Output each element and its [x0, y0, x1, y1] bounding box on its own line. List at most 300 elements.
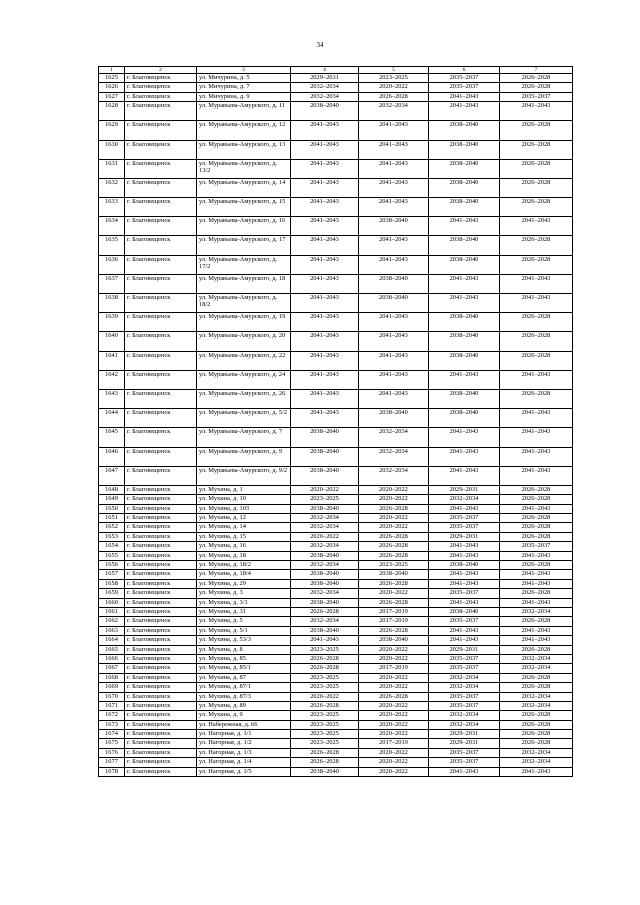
city-cell: г. Благовещенск	[125, 598, 197, 607]
column-header: 1	[99, 67, 125, 74]
period-cell-7: 2026–2028	[500, 121, 573, 140]
period-cell-6: 2041–2043	[429, 542, 500, 551]
period-cell-4: 2038–2040	[291, 447, 359, 466]
period-cell-7: 2026–2028	[500, 617, 573, 626]
row-number: 1668	[99, 673, 125, 682]
address-cell: ул. Муравьева-Амурского, д. 18/2	[197, 294, 291, 313]
city-cell: г. Благовещенск	[125, 711, 197, 720]
city-cell: г. Благовещенск	[125, 159, 197, 178]
period-cell-5: 2020–2022	[359, 485, 429, 494]
period-cell-7: 2026–2028	[500, 523, 573, 532]
table-row	[99, 447, 573, 466]
period-cell-6: 2041–2043	[429, 636, 500, 645]
table-row	[99, 140, 573, 159]
period-cell-5: 2038–2040	[359, 274, 429, 293]
period-cell-7: 2041–2043	[500, 767, 573, 776]
row-number: 1637	[99, 274, 125, 293]
period-cell-5: 2041–2043	[359, 313, 429, 332]
period-cell-6: 2041–2043	[429, 579, 500, 588]
row-number: 1646	[99, 447, 125, 466]
row-number: 1661	[99, 608, 125, 617]
period-cell-7: 2032–2034	[500, 692, 573, 701]
row-number: 1625	[99, 74, 125, 83]
row-number: 1674	[99, 730, 125, 739]
period-cell-7: 2035–2037	[500, 92, 573, 101]
city-cell: г. Благовещенск	[125, 198, 197, 217]
period-cell-5: 2026–2028	[359, 542, 429, 551]
period-cell-6: 2035–2037	[429, 748, 500, 757]
row-number: 1675	[99, 739, 125, 748]
period-cell-4: 2041–2043	[291, 294, 359, 313]
address-cell: ул. Мухина, д. 53/3	[197, 636, 291, 645]
period-cell-4: 2038–2040	[291, 626, 359, 635]
period-cell-4: 2041–2043	[291, 217, 359, 236]
period-cell-4: 2026–2028	[291, 664, 359, 673]
table-row	[99, 589, 573, 598]
row-number: 1660	[99, 598, 125, 607]
period-cell-4: 2041–2043	[291, 389, 359, 408]
row-number: 1638	[99, 294, 125, 313]
city-cell: г. Благовещенск	[125, 626, 197, 635]
row-number: 1630	[99, 140, 125, 159]
period-cell-5: 2041–2043	[359, 198, 429, 217]
period-cell-7: 2026–2028	[500, 739, 573, 748]
table-row	[99, 92, 573, 101]
table-row	[99, 542, 573, 551]
table-row	[99, 389, 573, 408]
period-cell-4: 2038–2040	[291, 102, 359, 121]
period-cell-5: 2020–2022	[359, 748, 429, 757]
city-cell: г. Благовещенск	[125, 236, 197, 255]
period-cell-4: 2032–2034	[291, 561, 359, 570]
row-number: 1628	[99, 102, 125, 121]
address-cell: ул. Мухина, д. 85	[197, 654, 291, 663]
address-cell: ул. Мичурина, д. 9	[197, 92, 291, 101]
table-row	[99, 370, 573, 389]
period-cell-7: 2026–2028	[500, 683, 573, 692]
table-row	[99, 274, 573, 293]
address-cell: ул. Муравьева-Амурского, д. 16	[197, 217, 291, 236]
city-cell: г. Благовещенск	[125, 767, 197, 776]
period-cell-6: 2038–2040	[429, 236, 500, 255]
table-row	[99, 504, 573, 513]
period-cell-7: 2032–2034	[500, 701, 573, 710]
period-cell-4: 2032–2034	[291, 83, 359, 92]
period-cell-4: 2023–2025	[291, 720, 359, 729]
row-number: 1639	[99, 313, 125, 332]
address-cell: ул. Мухина, д. 5	[197, 617, 291, 626]
table-row	[99, 636, 573, 645]
period-cell-7: 2026–2028	[500, 236, 573, 255]
address-cell: ул. Мухина, д. 15	[197, 532, 291, 541]
period-cell-6: 2038–2040	[429, 255, 500, 274]
table-row	[99, 428, 573, 447]
period-cell-6: 2041–2043	[429, 504, 500, 513]
city-cell: г. Благовещенск	[125, 551, 197, 560]
table-row	[99, 579, 573, 588]
period-cell-5: 2023–2025	[359, 74, 429, 83]
period-cell-5: 2038–2040	[359, 409, 429, 428]
table-row	[99, 711, 573, 720]
period-cell-6: 2035–2037	[429, 692, 500, 701]
column-header: 3	[197, 67, 291, 74]
period-cell-4: 2020–2022	[291, 485, 359, 494]
period-cell-7: 2041–2043	[500, 447, 573, 466]
period-cell-7: 2026–2028	[500, 198, 573, 217]
row-number: 1666	[99, 654, 125, 663]
period-cell-5: 2026–2028	[359, 504, 429, 513]
row-number: 1634	[99, 217, 125, 236]
address-cell: ул. Муравьева-Амурского, д. 17/2	[197, 255, 291, 274]
table-row	[99, 523, 573, 532]
period-cell-6: 2032–2034	[429, 711, 500, 720]
period-cell-6: 2035–2037	[429, 514, 500, 523]
row-number: 1671	[99, 701, 125, 710]
table-row	[99, 332, 573, 351]
period-cell-4: 2038–2040	[291, 598, 359, 607]
city-cell: г. Благовещенск	[125, 140, 197, 159]
period-cell-7: 2041–2043	[500, 466, 573, 485]
table-row	[99, 255, 573, 274]
period-cell-7: 2041–2043	[500, 598, 573, 607]
city-cell: г. Благовещенск	[125, 720, 197, 729]
period-cell-7: 2026–2028	[500, 673, 573, 682]
period-cell-4: 2023–2025	[291, 711, 359, 720]
table-row	[99, 617, 573, 626]
period-cell-7: 2026–2028	[500, 711, 573, 720]
period-cell-6: 2038–2040	[429, 351, 500, 370]
column-header: 6	[429, 67, 500, 74]
table-row	[99, 561, 573, 570]
address-cell: ул. Мухина, д. 3/1	[197, 598, 291, 607]
period-cell-5: 2041–2043	[359, 236, 429, 255]
period-cell-6: 2038–2040	[429, 409, 500, 428]
period-cell-4: 2041–2043	[291, 236, 359, 255]
period-cell-4: 2041–2043	[291, 351, 359, 370]
table-row	[99, 748, 573, 757]
period-cell-6: 2041–2043	[429, 447, 500, 466]
row-number: 1673	[99, 720, 125, 729]
row-number: 1665	[99, 645, 125, 654]
period-cell-5: 2026–2028	[359, 551, 429, 560]
address-cell: ул. Нагорная, д. 1/2	[197, 739, 291, 748]
address-cell: ул. Муравьева-Амурского, д. 9/2	[197, 466, 291, 485]
period-cell-5: 2032–2034	[359, 428, 429, 447]
period-cell-7: 2026–2028	[500, 74, 573, 83]
address-cell: ул. Муравьева-Амурского, д. 13/2	[197, 159, 291, 178]
period-cell-7: 2026–2028	[500, 332, 573, 351]
row-number: 1672	[99, 711, 125, 720]
address-cell: ул. Мухина, д. 10	[197, 495, 291, 504]
period-cell-6: 2041–2043	[429, 626, 500, 635]
table-row	[99, 198, 573, 217]
city-cell: г. Благовещенск	[125, 654, 197, 663]
period-cell-4: 2029–2031	[291, 74, 359, 83]
table-row	[99, 570, 573, 579]
row-number: 1645	[99, 428, 125, 447]
period-cell-6: 2029–2031	[429, 730, 500, 739]
table-row	[99, 74, 573, 83]
period-cell-7: 2041–2043	[500, 428, 573, 447]
period-cell-5: 2017–2019	[359, 739, 429, 748]
city-cell: г. Благовещенск	[125, 504, 197, 513]
period-cell-7: 2026–2028	[500, 495, 573, 504]
period-cell-6: 2038–2040	[429, 332, 500, 351]
table-row	[99, 294, 573, 313]
period-cell-7: 2026–2028	[500, 389, 573, 408]
period-cell-5: 2020–2022	[359, 730, 429, 739]
address-cell: ул. Мухина, д. 87/1	[197, 683, 291, 692]
period-cell-5: 2020–2022	[359, 495, 429, 504]
address-cell: ул. Нагорная, д. 1/4	[197, 758, 291, 767]
period-cell-6: 2035–2037	[429, 701, 500, 710]
address-cell: ул. Мухина, д. 16	[197, 542, 291, 551]
period-cell-5: 2017–2019	[359, 608, 429, 617]
period-cell-6: 2035–2037	[429, 83, 500, 92]
period-cell-7: 2032–2034	[500, 748, 573, 757]
period-cell-5: 2041–2043	[359, 159, 429, 178]
city-cell: г. Благовещенск	[125, 74, 197, 83]
period-cell-5: 2032–2034	[359, 466, 429, 485]
city-cell: г. Благовещенск	[125, 589, 197, 598]
table-row	[99, 236, 573, 255]
address-cell: ул. Мухина, д. 9	[197, 711, 291, 720]
city-cell: г. Благовещенск	[125, 83, 197, 92]
period-cell-6: 2038–2040	[429, 198, 500, 217]
period-cell-6: 2035–2037	[429, 523, 500, 532]
address-cell: ул. Мухина, д. 18	[197, 551, 291, 560]
address-cell: ул. Мухина, д. 31	[197, 608, 291, 617]
row-number: 1640	[99, 332, 125, 351]
period-cell-7: 2041–2043	[500, 504, 573, 513]
period-cell-5: 2020–2022	[359, 673, 429, 682]
address-cell: ул. Мухина, д. 29	[197, 579, 291, 588]
period-cell-6: 2041–2043	[429, 274, 500, 293]
table-row	[99, 683, 573, 692]
period-cell-5: 2032–2034	[359, 102, 429, 121]
period-cell-5: 2020–2022	[359, 711, 429, 720]
address-cell: ул. Мухина, д. 14	[197, 523, 291, 532]
city-cell: г. Благовещенск	[125, 617, 197, 626]
period-cell-7: 2041–2043	[500, 551, 573, 560]
row-number: 1626	[99, 83, 125, 92]
period-cell-6: 2035–2037	[429, 589, 500, 598]
period-cell-7: 2026–2028	[500, 159, 573, 178]
period-cell-5: 2020–2022	[359, 589, 429, 598]
period-cell-7: 2041–2043	[500, 570, 573, 579]
address-cell: ул. Мухина, д. 103	[197, 504, 291, 513]
period-cell-6: 2035–2037	[429, 617, 500, 626]
row-number: 1644	[99, 409, 125, 428]
address-cell: ул. Муравьева-Амурского, д. 12	[197, 121, 291, 140]
period-cell-6: 2032–2034	[429, 720, 500, 729]
period-cell-5: 2017–2019	[359, 664, 429, 673]
period-cell-4: 2032–2034	[291, 589, 359, 598]
period-cell-6: 2041–2043	[429, 294, 500, 313]
period-cell-6: 2038–2040	[429, 159, 500, 178]
period-cell-5: 2023–2025	[359, 561, 429, 570]
period-cell-5: 2026–2028	[359, 626, 429, 635]
address-cell: ул. Мухина, д. 89	[197, 701, 291, 710]
table-row	[99, 466, 573, 485]
period-cell-6: 2038–2040	[429, 121, 500, 140]
column-header: 7	[500, 67, 573, 74]
row-number: 1643	[99, 389, 125, 408]
period-cell-4: 2038–2040	[291, 504, 359, 513]
address-cell: ул. Мухина, д. 18/2	[197, 561, 291, 570]
period-cell-6: 2041–2043	[429, 551, 500, 560]
period-cell-4: 2023–2025	[291, 730, 359, 739]
period-cell-4: 2041–2043	[291, 409, 359, 428]
city-cell: г. Благовещенск	[125, 701, 197, 710]
period-cell-7: 2026–2028	[500, 589, 573, 598]
column-header: 5	[359, 67, 429, 74]
period-cell-6: 2038–2040	[429, 608, 500, 617]
city-cell: г. Благовещенск	[125, 178, 197, 197]
address-cell: ул. Муравьева-Амурского, д. 19	[197, 313, 291, 332]
period-cell-7: 2026–2028	[500, 645, 573, 654]
row-number: 1654	[99, 542, 125, 551]
city-cell: г. Благовещенск	[125, 495, 197, 504]
table-row	[99, 730, 573, 739]
row-number: 1677	[99, 758, 125, 767]
period-cell-7: 2032–2034	[500, 664, 573, 673]
address-cell: ул. Мухина, д. 8	[197, 645, 291, 654]
city-cell: г. Благовещенск	[125, 121, 197, 140]
period-cell-6: 2038–2040	[429, 178, 500, 197]
table-row	[99, 178, 573, 197]
address-cell: ул. Муравьева-Амурского, д. 14	[197, 178, 291, 197]
period-cell-6: 2041–2043	[429, 428, 500, 447]
address-cell: ул. Мухина, д. 85/1	[197, 664, 291, 673]
period-cell-4: 2041–2043	[291, 178, 359, 197]
period-cell-5: 2041–2043	[359, 255, 429, 274]
period-cell-6: 2041–2043	[429, 370, 500, 389]
period-cell-5: 2041–2043	[359, 389, 429, 408]
address-cell: ул. Мухина, д. 87/3	[197, 692, 291, 701]
period-cell-6: 2029–2031	[429, 645, 500, 654]
table-row	[99, 551, 573, 560]
period-cell-4: 2041–2043	[291, 274, 359, 293]
table-row	[99, 767, 573, 776]
period-cell-7: 2041–2043	[500, 274, 573, 293]
table-body	[99, 74, 573, 777]
address-cell: ул. Мухина, д. 1	[197, 485, 291, 494]
period-cell-7: 2032–2034	[500, 758, 573, 767]
table-row	[99, 626, 573, 635]
period-cell-7: 2026–2028	[500, 561, 573, 570]
period-cell-7: 2032–2034	[500, 654, 573, 663]
address-cell: ул. Муравьева-Амурского, д. 15	[197, 198, 291, 217]
row-number: 1662	[99, 617, 125, 626]
table-row	[99, 673, 573, 682]
period-cell-7: 2041–2043	[500, 370, 573, 389]
city-cell: г. Благовещенск	[125, 542, 197, 551]
address-cell: ул. Муравьева-Амурского, д. 18	[197, 274, 291, 293]
page-number: 34	[316, 41, 324, 49]
period-cell-6: 2029–2031	[429, 739, 500, 748]
address-cell: ул. Муравьева-Амурского, д. 17	[197, 236, 291, 255]
period-cell-5: 2038–2040	[359, 217, 429, 236]
period-cell-6: 2035–2037	[429, 758, 500, 767]
period-cell-4: 2023–2025	[291, 683, 359, 692]
column-header: 4	[291, 67, 359, 74]
table-row	[99, 608, 573, 617]
table-row	[99, 645, 573, 654]
table-row	[99, 758, 573, 767]
period-cell-7: 2026–2028	[500, 720, 573, 729]
period-cell-5: 2020–2022	[359, 83, 429, 92]
city-cell: г. Благовещенск	[125, 645, 197, 654]
address-cell: ул. Нагорная, д. 1/3	[197, 748, 291, 757]
row-number: 1648	[99, 485, 125, 494]
period-cell-5: 2041–2043	[359, 351, 429, 370]
period-cell-6: 2041–2043	[429, 92, 500, 101]
row-number: 1652	[99, 523, 125, 532]
period-cell-6: 2038–2040	[429, 561, 500, 570]
city-cell: г. Благовещенск	[125, 692, 197, 701]
period-cell-4: 2023–2025	[291, 495, 359, 504]
city-cell: г. Благовещенск	[125, 351, 197, 370]
period-cell-4: 2041–2043	[291, 140, 359, 159]
city-cell: г. Благовещенск	[125, 561, 197, 570]
period-cell-6: 2032–2034	[429, 495, 500, 504]
period-cell-7: 2026–2028	[500, 83, 573, 92]
city-cell: г. Благовещенск	[125, 485, 197, 494]
period-cell-4: 2026–2028	[291, 654, 359, 663]
table-row	[99, 102, 573, 121]
address-cell: ул. Мухина, д. 5/1	[197, 626, 291, 635]
city-cell: г. Благовещенск	[125, 739, 197, 748]
period-cell-5: 2026–2028	[359, 532, 429, 541]
address-cell: ул. Муравьева-Амурского, д. 22	[197, 351, 291, 370]
row-number: 1636	[99, 255, 125, 274]
period-cell-6: 2041–2043	[429, 466, 500, 485]
period-cell-6: 2035–2037	[429, 664, 500, 673]
period-cell-5: 2020–2022	[359, 645, 429, 654]
row-number: 1635	[99, 236, 125, 255]
period-cell-4: 2023–2025	[291, 645, 359, 654]
period-cell-6: 2029–2031	[429, 532, 500, 541]
period-cell-4: 2041–2043	[291, 332, 359, 351]
period-cell-4: 2032–2034	[291, 514, 359, 523]
table-row	[99, 701, 573, 710]
address-cell: ул. Муравьева-Амурского, д. 26	[197, 389, 291, 408]
row-number: 1669	[99, 683, 125, 692]
city-cell: г. Благовещенск	[125, 608, 197, 617]
row-number: 1664	[99, 636, 125, 645]
period-cell-5: 2041–2043	[359, 140, 429, 159]
period-cell-7: 2041–2043	[500, 636, 573, 645]
table-row	[99, 217, 573, 236]
period-cell-5: 2026–2028	[359, 692, 429, 701]
city-cell: г. Благовещенск	[125, 313, 197, 332]
schedule-table	[98, 66, 573, 777]
row-number: 1631	[99, 159, 125, 178]
period-cell-5: 2038–2040	[359, 294, 429, 313]
table-row	[99, 159, 573, 178]
city-cell: г. Благовещенск	[125, 514, 197, 523]
row-number: 1647	[99, 466, 125, 485]
period-cell-4: 2041–2043	[291, 313, 359, 332]
city-cell: г. Благовещенск	[125, 673, 197, 682]
table-row	[99, 121, 573, 140]
address-cell: ул. Мичурина, д. 7	[197, 83, 291, 92]
period-cell-4: 2020–2022	[291, 532, 359, 541]
city-cell: г. Благовещенск	[125, 255, 197, 274]
period-cell-4: 2026–2028	[291, 758, 359, 767]
city-cell: г. Благовещенск	[125, 579, 197, 588]
